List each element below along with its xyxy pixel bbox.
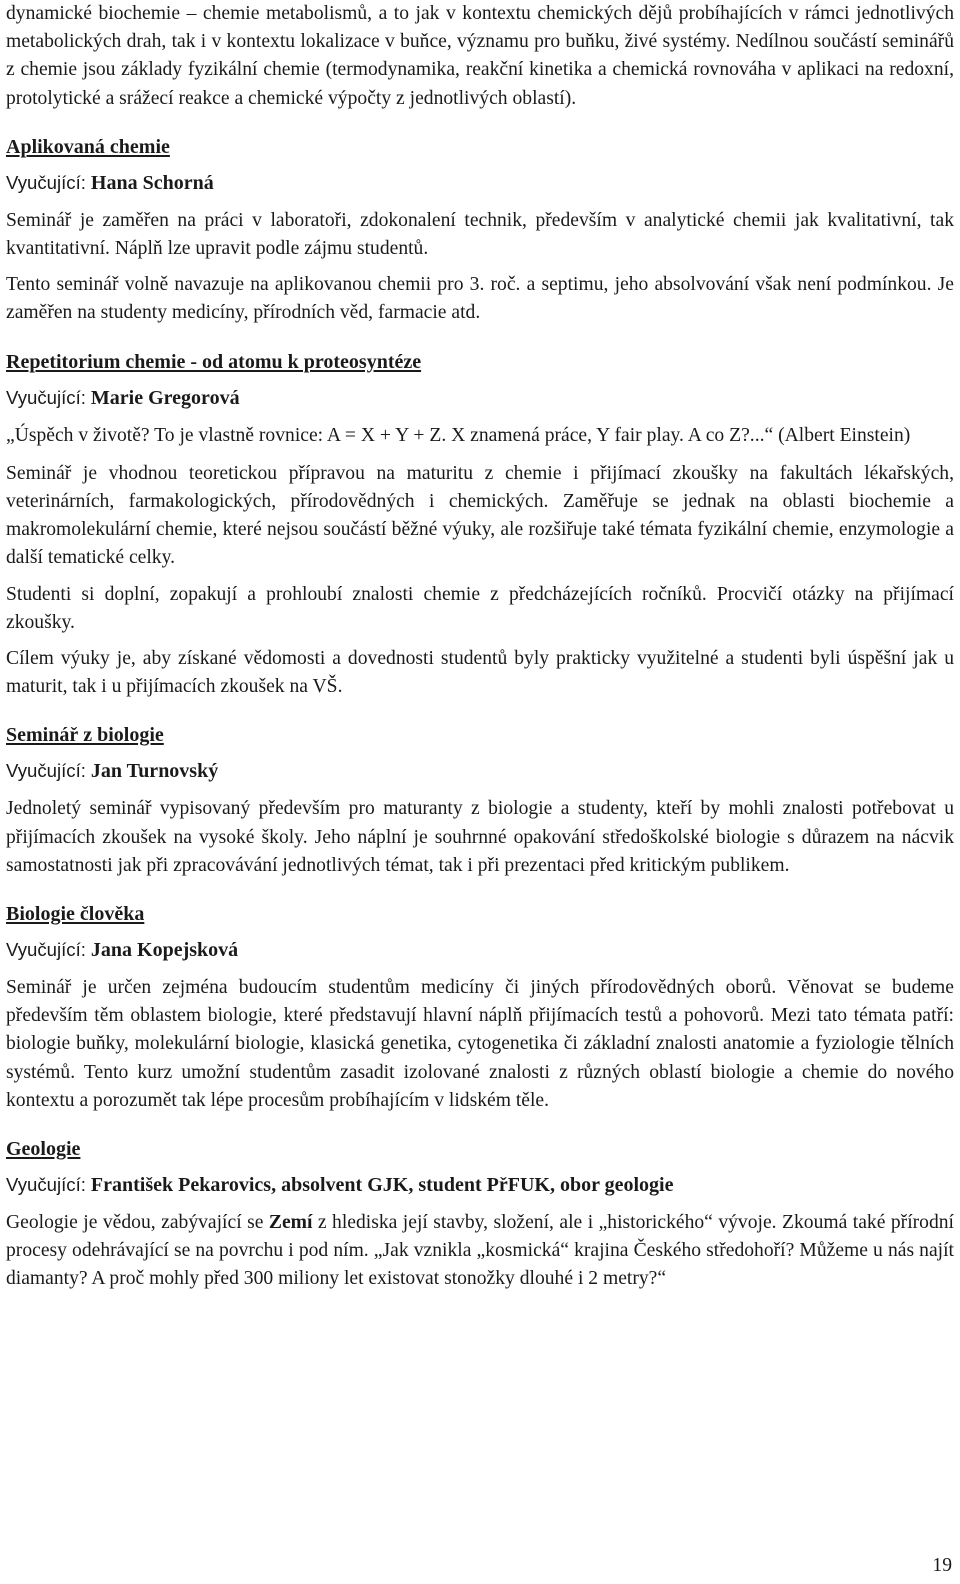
teacher-label: Vyučující: — [6, 171, 86, 193]
document-page — [6, 0, 954, 1294]
section-seminar-z-biologie — [6, 721, 954, 880]
section-biologie-cloveka — [6, 900, 954, 1115]
teacher-name: František Pekarovics, absolvent GJK, student PřFUK, obor geologie — [90, 1174, 674, 1197]
section-title: Repetitorium chemie - od atomu k proteosyntéze — [6, 350, 422, 373]
teacher-line — [6, 757, 954, 785]
section-paragraph: Cílem výuky je, aby získané vědomosti a dovednosti studentů byly prakticky využitelné a studenti byli úspěšní jak u maturit, tak i u přijímacích zkoušek na VŠ. — [6, 648, 954, 698]
section-geologie — [6, 1135, 954, 1294]
teacher-line — [6, 384, 954, 412]
section-paragraph: Seminář je zaměřen na práci v laboratoři, zdokonalení technik, především v analytické chemii jak kvalitativní, tak kvantitativní. Náplň lze upravit podle zájmu studentů. — [6, 209, 954, 260]
teacher-name: Jana Kopejsková — [90, 939, 239, 962]
section-aplikovana-chemie — [6, 133, 954, 328]
teacher-name: Jan Turnovský — [90, 760, 219, 783]
teacher-name: Marie Gregorová — [90, 386, 240, 409]
section-paragraph: Seminář je vhodnou teoretickou přípravou na maturitu z chemie i přijímací zkoušky na fakultách lékařských, veterinárních, farmakologických, přírodovědných i chemických. Zaměřuje se jednak na oblasti biochemie a makromolekulární chemie, které nejsou součástí běžné výuky, ale rozšiřuje také témata fyzikální chemie, enzymologie a další tematické celky. — [6, 462, 954, 569]
section-repetitorium-chemie — [6, 348, 954, 702]
teacher-label: Vyučující: — [6, 386, 86, 408]
intro-paragraph: dynamické biochemie – chemie metabolismů, a to jak v kontextu chemických dějů probíhajících v rámci jednotlivých metabolických drah, tak i v kontextu lokalizace v buňce, významu pro buňku, živé systémy. Nedílnou součástí seminářů z chemie jsou základy fyzikální chemie (termodynamika, reakční kinetika a chemická rovnováha v aplikaci na redoxní, protolytické a srážecí reakce a chemické výpočty z jednotlivých oblastí). — [6, 3, 954, 109]
section-title: Geologie — [6, 1138, 81, 1161]
teacher-label: Vyučující: — [6, 760, 86, 782]
teacher-line — [6, 1171, 954, 1199]
section-paragraph: Tento seminář volně navazuje na aplikovanou chemii pro 3. roč. a septimu, jeho absolvování však není podmínkou. Je zaměřen na studenty medicíny, přírodních věd, farmacie atd. — [6, 274, 954, 324]
section-paragraph — [6, 1209, 954, 1294]
teacher-line — [6, 169, 954, 197]
section-paragraph: Studenti si doplní, zopakují a prohloubí znalosti chemie z předcházejících ročníků. Procvičí otázky na přijímací zkoušky. — [6, 583, 954, 633]
paragraph-text: Geologie je vědou, zabývající se — [6, 1212, 269, 1234]
section-title: Seminář z biologie — [6, 724, 164, 747]
section-title: Aplikovaná chemie — [6, 135, 170, 158]
emphasized-word: Zemí — [268, 1212, 313, 1234]
teacher-line — [6, 936, 954, 964]
section-paragraph: Seminář je určen zejména budoucím studentům medicíny či jiných přírodovědných oborů. Věnovat se budeme především těm oblastem biologie, které představují hlavní náplň přijímacích testů a pohovorů. Mezi tato témata patří: biologie buňky, molekulární biologie, klasická genetika, cytogenetika či základní znalosti anatomie a fyziologie tělních systémů. Tento kurz umožní studentům zasadit izolované znalosti z různých oblastí biologie a chemie do nového kontextu a porozumět tak lépe procesům probíhajícím v lidském těle. — [6, 977, 954, 1111]
section-paragraph: Jednoletý seminář vypisovaný především pro maturanty z biologie a studenty, kteří by mohli znalosti potřebovat u přijímacích zkoušek na vysoké školy. Jeho náplní je souhrnné opakování středoškolské biologie s důrazem na nácvik samostatnosti jak při zpracovávání jednotlivých témat, tak i při prezentaci před kritickým publikem. — [6, 798, 954, 876]
section-title: Biologie člověka — [6, 903, 145, 926]
paragraph-text: z hlediska její stavby, složení, ale i „historického“ vývoje. Zkoumá také přírodní procesy odehrávající se na povrchu i pod ním. „Jak vznikla „kosmická“ krajina Českého středohoří? Můžeme u nás najít diamanty? A proč mohly před 300 miliony let existovat stonožky dlouhé i 2 metry?“ — [6, 1212, 954, 1290]
teacher-label: Vyučující: — [6, 1174, 86, 1196]
einstein-quote: „Úspěch v životě? To je vlastně rovnice: A = X + Y + Z. X znamená práce, Y fair play. A co Z?...“ (Albert Einstein) — [6, 424, 911, 446]
page-number: 19 — [932, 1555, 952, 1576]
teacher-name: Hana Schorná — [90, 171, 214, 194]
teacher-label: Vyučující: — [6, 939, 86, 961]
